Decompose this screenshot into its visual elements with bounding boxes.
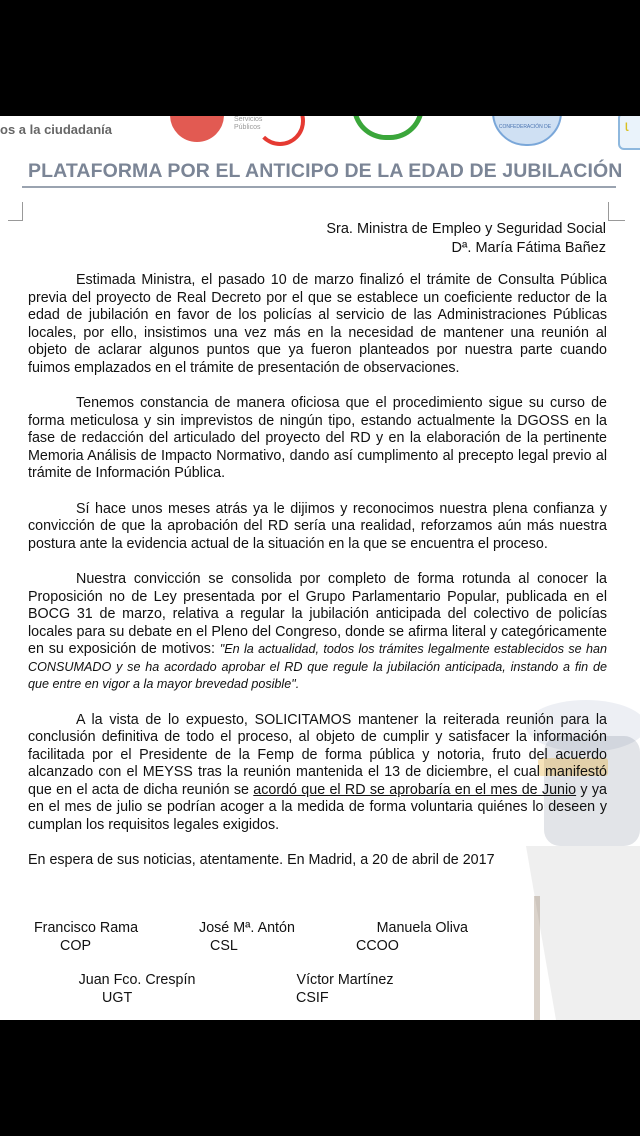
signatory-name: Manuela Oliva	[376, 920, 468, 936]
signatory-ugt	[76, 972, 198, 1007]
right-logo	[618, 116, 640, 150]
signatory-ccoo	[356, 920, 468, 955]
recipient-block	[326, 220, 606, 258]
signatory-org: CSIF	[296, 989, 329, 1006]
title-underline	[22, 186, 616, 188]
closing-line: En espera de sus noticias, atentamente. En Madrid, a 20 de abril de 2017	[28, 852, 495, 868]
right-logo-mark-icon: ɩ	[625, 118, 629, 135]
signatory-org: CSL	[210, 937, 238, 954]
confederacion-logo	[492, 116, 562, 146]
signatory-name: Juan Fco. Crespín	[78, 972, 196, 988]
signatory-name: Francisco Rama	[33, 920, 139, 936]
signatory-name: José Mª. Antón	[199, 920, 295, 936]
paragraph-solicitud	[28, 712, 607, 835]
signatory-csif	[292, 972, 398, 1007]
logo-left-text: os a la ciudadanía	[0, 122, 112, 137]
recipient-title: Sra. Ministra de Empleo y Seguridad Social	[326, 221, 606, 237]
platform-title: PLATAFORMA POR EL ANTICIPO DE LA EDAD DE JUBILACIÓN	[28, 160, 623, 182]
solicitud-text-end: y ya en el mes de julio se podrían acoger a la medida de forma voluntaria quiénes lo deseen y cumplan los requisitos legales exigidos.	[28, 781, 607, 833]
servicios-publicos-logo	[170, 116, 224, 142]
signatory-org: CCOO	[356, 937, 399, 954]
letter-page	[0, 116, 640, 1020]
signatory-cop	[32, 920, 140, 955]
signatory-org: COP	[60, 937, 91, 954]
servicios-publicos-label: Servicios Públicos	[234, 116, 263, 131]
paragraph-consulta: Estimada Ministra, el pasado 10 de marzo finalizó el trámite de Consulta Pública previa del proyecto de Real Decreto por el que se establece un coeficiente reductor de la edad de jubilación en favor de los policías al servicio de las Administraciones Públicas locales, por ello, insistimos una vez más en la necesidad de mantener una reunión al objeto de aclarar algunos puntos que ya fueron planteados por nuestra parte cuando fuimos emplazados en el trámite de presentación de observaciones.	[28, 272, 607, 376]
csif-logo	[352, 116, 424, 140]
paragraph-proposicion	[28, 571, 607, 694]
solicitud-text: A la vista de lo expuesto, SOLICITAMOS mantener la reiterada reunión para la conclusión definitiva de todo el proceso, al objeto de cumplir y satisfacer la información facilitada por el Presidente de la Femp de forma pública y notoria, fruto del acuerdo alcanzado con el MEYSS tras la reunión mantenida el 13 de diciembre, el cual manifestó que en el acta de dicha reunión se	[28, 711, 607, 798]
signatory-org: UGT	[102, 989, 133, 1006]
signatory-csl	[194, 920, 300, 955]
letter-body	[28, 272, 607, 888]
signatory-name: Víctor Martínez	[296, 972, 394, 988]
recipient-name: Dª. María Fátima Bañez	[451, 240, 606, 256]
corner-mark-right	[608, 202, 625, 221]
proposicion-quote: "En la actualidad, todos los trámites legalmente establecidos se han CONSUMADO y se ha acordado aprobar el RD que regule la jubilación anticipada, instando a fin de que entre en vigor a la mayor brevedad posible".	[28, 642, 607, 691]
paragraph-confianza: Sí hace unos meses atrás ya le dijimos y reconocimos nuestra plena confianza y convicción de que la aprobación del RD sería una realidad, reforzamos aún más nuestra postura ante la evidencia actual de la situación en la que se encuentra el proceso.	[28, 500, 607, 552]
paragraph-procedimiento: Tenemos constancia de manera oficiosa que el procedimiento sigue su curso de forma meticulosa y sin imprevistos de ningún tipo, estando actualmente la DGOSS en la fase de redacción del articulado del proyecto del RD y en la elaboración de la pertinente Memoria Análisis de Impacto Normativo, dando así cumplimento al precepto legal previo al trámite de Información Pública.	[28, 395, 607, 481]
confederacion-logo-text: CONFEDERACIÓN DE	[498, 124, 552, 130]
proposicion-text: Nuestra convicción se consolida por completo de forma rotunda al conocer la Proposición no de Ley presentada por el Grupo Parlamentario Popular, publicada en el BOCG 31 de marzo, relativa a regular la jubilación anticipada del colectivo de policías locales para su debate en el Pleno del Congreso, donde se afirma literal y categóricamente en su exposición de motivos:	[28, 571, 607, 657]
solicitud-underlined: acordó que el RD se aprobaría en el mes de Junio	[253, 781, 577, 798]
servicios-publicos-arc-icon	[255, 116, 305, 146]
logo-strip	[0, 116, 640, 146]
corner-mark-left	[8, 202, 23, 221]
